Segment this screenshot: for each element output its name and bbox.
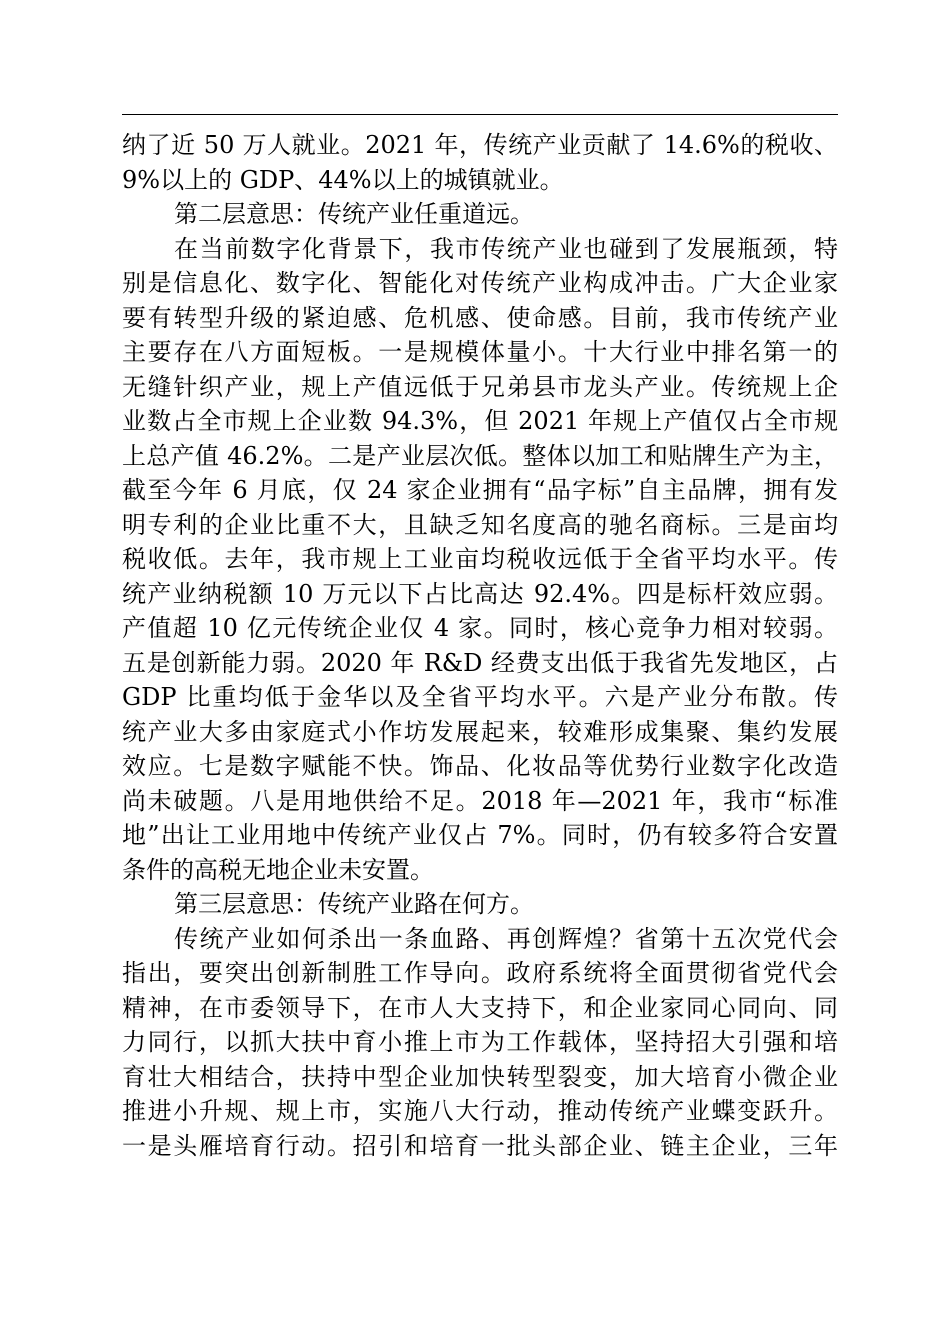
- text-line: 统产业纳税额 10 万元以下占比高达 92.4%。四是标杆效应弱。: [122, 579, 838, 608]
- text-line: 力同行，以抓大扶中育小推上市为工作载体，坚持招大引强和培: [122, 1028, 838, 1056]
- text-line: 税收低。去年，我市规上工业亩均税收远低于全省平均水平。传: [122, 545, 838, 573]
- text-line: 精神，在市委领导下，在市人大支持下，和企业家同心同向、同: [122, 993, 838, 1022]
- text-line: 截至今年 6 月底，仅 24 家企业拥有“品字标”自主品牌，拥有发: [122, 476, 838, 504]
- text-line: 无缝针织产业，规上产值远低于兄弟县市龙头产业。传统规上企: [122, 372, 838, 401]
- text-line: 育壮大相结合，扶持中型企业加快转型裂变，加大培育小微企业: [122, 1062, 838, 1091]
- text-line: 在当前数字化背景下，我市传统产业也碰到了发展瓶颈，特: [174, 234, 838, 263]
- text-line: 第二层意思：传统产业任重道远。: [174, 200, 534, 228]
- text-line: 五是创新能力弱。2020 年 R&D 经费支出低于我省先发地区，占: [122, 648, 838, 677]
- text-line: 业数占全市规上企业数 94.3%，但 2021 年规上产值仅占全市规: [122, 407, 838, 435]
- text-line: 明专利的企业比重不大，且缺乏知名度高的驰名商标。三是亩均: [122, 510, 838, 539]
- text-line: 推进小升规、规上市，实施八大行动，推动传统产业蝶变跃升。: [122, 1097, 838, 1125]
- text-line: 第三层意思：传统产业路在何方。: [174, 890, 534, 918]
- text-line: GDP 比重均低于金华以及全省平均水平。六是产业分布散。传: [122, 683, 838, 711]
- text-line: 条件的高税无地企业未安置。: [122, 855, 434, 884]
- text-line: 别是信息化、数字化、智能化对传统产业构成冲击。广大企业家: [122, 269, 838, 297]
- text-line: 尚未破题。八是用地供给不足。2018 年—2021 年，我市“标准: [122, 786, 838, 815]
- document-body: [122, 128, 838, 1163]
- header-rule: [122, 114, 838, 115]
- text-line: 上总产值 46.2%。二是产业层次低。整体以加工和贴牌生产为主，: [122, 441, 838, 470]
- text-line: 指出，要突出创新制胜工作导向。政府系统将全面贯彻省党代会: [122, 959, 838, 987]
- text-line: 地”出让工业用地中传统产业仅占 7%。同时，仍有较多符合安置: [122, 821, 838, 849]
- text-line: 一是头雁培育行动。招引和培育一批头部企业、链主企业，三年: [122, 1131, 838, 1160]
- text-line: 9%以上的 GDP、44%以上的城镇就业。: [122, 165, 564, 194]
- text-line: 要有转型升级的紧迫感、危机感、使命感。目前，我市传统产业: [122, 303, 838, 332]
- text-line: 传统产业如何杀出一条血路、再创辉煌？省第十五次党代会: [174, 924, 838, 953]
- text-line: 主要存在八方面短板。一是规模体量小。十大行业中排名第一的: [122, 338, 838, 366]
- text-line: 统产业大多由家庭式小作坊发展起来，较难形成集聚、集约发展: [122, 717, 838, 746]
- text-line: 产值超 10 亿元传统企业仅 4 家。同时，核心竞争力相对较弱。: [122, 614, 838, 642]
- text-line: 效应。七是数字赋能不快。饰品、化妆品等优势行业数字化改造: [122, 752, 838, 780]
- text-line: 纳了近 50 万人就业。2021 年，传统产业贡献了 14.6%的税收、: [122, 131, 838, 159]
